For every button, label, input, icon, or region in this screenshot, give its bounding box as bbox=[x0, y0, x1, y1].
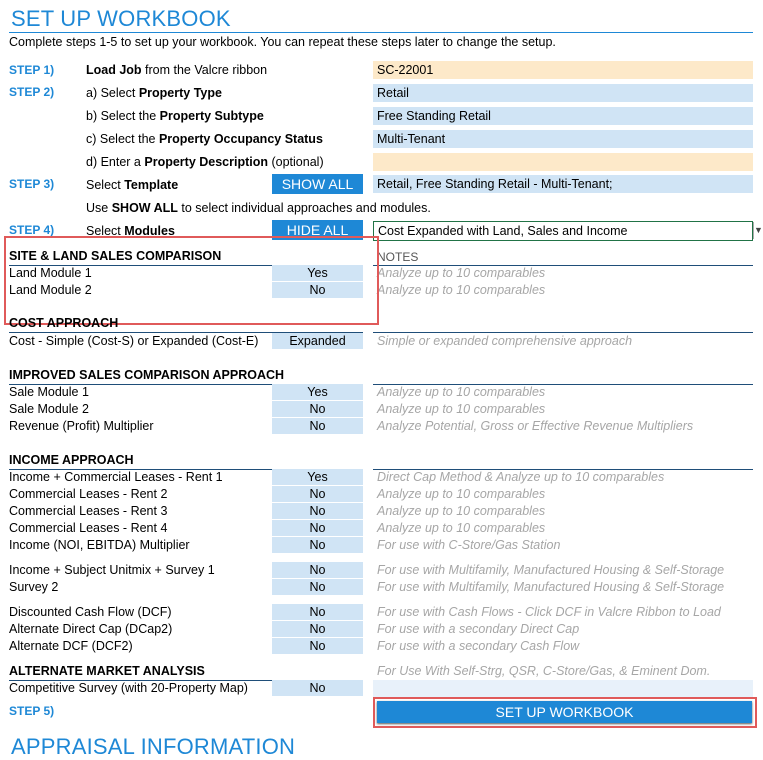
module-note: Analyze Potential, Gross or Effective Revenue Multipliers bbox=[377, 419, 694, 433]
step-1-instruction: Load Job from the Valcre ribbon bbox=[86, 63, 268, 77]
module-note: For use with C-Store/Gas Station bbox=[377, 538, 561, 552]
module-note: Analyze up to 10 comparables bbox=[377, 283, 546, 297]
module-toggle[interactable]: No bbox=[272, 418, 363, 434]
module-label: Survey 2 bbox=[9, 580, 59, 594]
module-toggle[interactable]: No bbox=[272, 579, 363, 595]
module-note: For use with Multifamily, Manufactured Housing & Self-Storage bbox=[377, 580, 725, 594]
module-note: Simple or expanded comprehensive approach bbox=[377, 334, 633, 348]
module-note bbox=[373, 680, 753, 698]
module-note: For use with Cash Flows - Click DCF in Valcre Ribbon to Load bbox=[377, 605, 721, 619]
module-label: Alternate DCF (DCF2) bbox=[9, 639, 133, 653]
module-note: Analyze up to 10 comparables bbox=[377, 266, 546, 280]
module-label: Discounted Cash Flow (DCF) bbox=[9, 605, 172, 619]
hide-all-button[interactable]: HIDE ALL bbox=[272, 220, 363, 240]
notes-header: NOTES bbox=[377, 250, 419, 264]
set-up-workbook-button[interactable]: SET UP WORKBOOK bbox=[377, 701, 752, 723]
property-type-label: a) Select Property Type bbox=[86, 86, 222, 100]
module-note: For use with a secondary Cash Flow bbox=[377, 639, 580, 653]
step-3-label: STEP 3) bbox=[9, 177, 55, 191]
occupancy-status-label: c) Select the Property Occupancy Status bbox=[86, 132, 323, 146]
module-toggle[interactable]: No bbox=[272, 680, 363, 696]
module-label: Land Module 1 bbox=[9, 266, 92, 280]
section-header-income: INCOME APPROACH bbox=[9, 453, 134, 467]
occupancy-status-select[interactable]: Multi-Tenant bbox=[373, 130, 753, 148]
section-header-sales: IMPROVED SALES COMPARISON APPROACH bbox=[9, 368, 285, 382]
step-2-label: STEP 2) bbox=[9, 85, 55, 99]
module-note: Direct Cap Method & Analyze up to 10 comparables bbox=[377, 470, 665, 484]
modules-label: Select Modules bbox=[86, 224, 175, 238]
module-note: Analyze up to 10 comparables bbox=[377, 402, 546, 416]
step-5-label: STEP 5) bbox=[9, 704, 55, 718]
module-toggle[interactable]: No bbox=[272, 638, 363, 654]
property-subtype-select[interactable]: Free Standing Retail bbox=[373, 107, 753, 125]
property-type-select[interactable]: Retail bbox=[373, 84, 753, 102]
module-label: Commercial Leases - Rent 4 bbox=[9, 521, 168, 535]
property-subtype-label: b) Select the Property Subtype bbox=[86, 109, 264, 123]
notes-divider bbox=[373, 332, 753, 333]
job-number-field[interactable]: SC-22001 bbox=[373, 61, 753, 79]
module-label: Commercial Leases - Rent 2 bbox=[9, 487, 168, 501]
module-label: Income + Commercial Leases - Rent 1 bbox=[9, 470, 223, 484]
module-toggle[interactable]: Yes bbox=[272, 265, 363, 281]
module-toggle[interactable]: No bbox=[272, 282, 363, 298]
module-toggle[interactable]: No bbox=[272, 520, 363, 536]
modules-select[interactable]: Cost Expanded with Land, Sales and Income bbox=[373, 221, 753, 241]
section-header-land: SITE & LAND SALES COMPARISON bbox=[9, 249, 222, 263]
module-toggle[interactable]: No bbox=[272, 486, 363, 502]
module-note: For use with a secondary Direct Cap bbox=[377, 622, 580, 636]
show-all-hint: Use SHOW ALL to select individual approaches and modules. bbox=[86, 201, 431, 215]
intro-text: Complete steps 1-5 to set up your workbook. You can repeat these steps later to change the setup. bbox=[9, 35, 556, 49]
page-title: SET UP WORKBOOK bbox=[11, 6, 231, 31]
module-note: Analyze up to 10 comparables bbox=[377, 521, 546, 535]
section-header-market: ALTERNATE MARKET ANALYSIS bbox=[9, 664, 205, 678]
module-toggle[interactable]: Yes bbox=[272, 469, 363, 485]
module-label: Alternate Direct Cap (DCap2) bbox=[9, 622, 173, 636]
module-toggle[interactable]: Expanded bbox=[272, 333, 363, 349]
module-label: Competitive Survey (with 20-Property Map) bbox=[9, 681, 248, 695]
template-select[interactable]: Retail, Free Standing Retail - Multi-Tenant; bbox=[373, 175, 753, 193]
module-toggle[interactable]: No bbox=[272, 401, 363, 417]
highlight-box bbox=[4, 236, 379, 325]
module-note: For use with Multifamily, Manufactured Housing & Self-Storage bbox=[377, 563, 725, 577]
module-toggle[interactable]: No bbox=[272, 604, 363, 620]
module-note: Analyze up to 10 comparables bbox=[377, 385, 546, 399]
module-label: Sale Module 2 bbox=[9, 402, 89, 416]
section-header-cost: COST APPROACH bbox=[9, 316, 119, 330]
highlight-box bbox=[373, 697, 757, 728]
module-label: Land Module 2 bbox=[9, 283, 92, 297]
market-note: For Use With Self-Strg, QSR, C-Store/Gas, & Eminent Dom. bbox=[377, 664, 711, 678]
module-toggle[interactable]: Yes bbox=[272, 384, 363, 400]
template-label: Select Template bbox=[86, 178, 179, 192]
module-label: Income (NOI, EBITDA) Multiplier bbox=[9, 538, 190, 552]
module-label: Cost - Simple (Cost-S) or Expanded (Cost-E) bbox=[9, 334, 259, 348]
module-note: Analyze up to 10 comparables bbox=[377, 487, 546, 501]
property-description-field[interactable] bbox=[373, 153, 753, 171]
step-4-label: STEP 4) bbox=[9, 223, 55, 237]
chevron-down-icon[interactable]: ▼ bbox=[753, 222, 763, 239]
appraisal-information-title: APPRAISAL INFORMATION bbox=[11, 734, 296, 759]
show-all-button[interactable]: SHOW ALL bbox=[272, 174, 363, 194]
module-label: Sale Module 1 bbox=[9, 385, 89, 399]
property-description-label: d) Enter a Property Description (optional) bbox=[86, 155, 324, 169]
module-label: Income + Subject Unitmix + Survey 1 bbox=[9, 563, 215, 577]
module-toggle[interactable]: No bbox=[272, 503, 363, 519]
step-1-label: STEP 1) bbox=[9, 63, 55, 77]
module-note: Analyze up to 10 comparables bbox=[377, 504, 546, 518]
module-toggle[interactable]: No bbox=[272, 537, 363, 553]
module-toggle[interactable]: No bbox=[272, 621, 363, 637]
module-toggle[interactable]: No bbox=[272, 562, 363, 578]
title-underline bbox=[9, 32, 753, 33]
module-label: Commercial Leases - Rent 3 bbox=[9, 504, 168, 518]
module-label: Revenue (Profit) Multiplier bbox=[9, 419, 154, 433]
